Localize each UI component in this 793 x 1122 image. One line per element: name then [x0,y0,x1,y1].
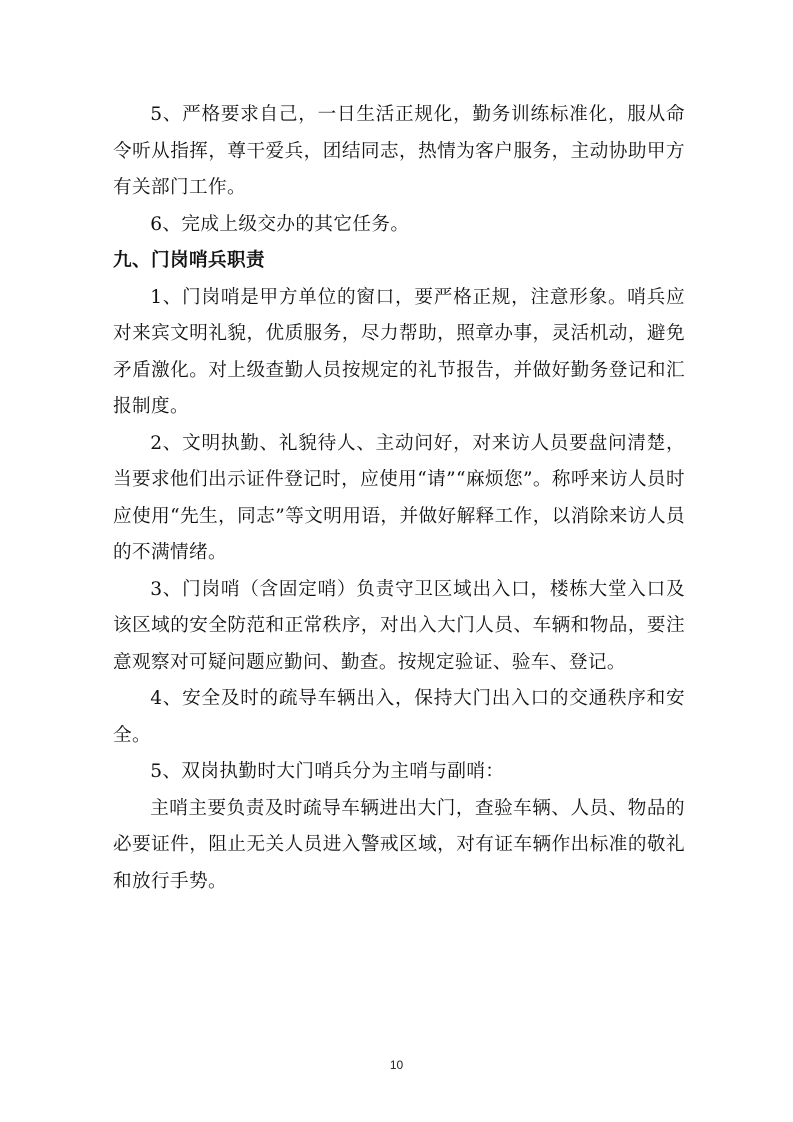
paragraph: 6、完成上级交办的其它任务。 [150,213,410,235]
paragraph: 1、门岗哨是甲方单位的窗口，要严格正规，注意形象。哨兵应对来宾文明礼貌，优质服务，尽力帮助，照章办事，灵活机动，避免矛盾激化。对上级查勤人员按规定的礼节报告，并做好勤务登记和汇报制度。 [113,286,685,417]
paragraph: 5、双岗执勤时大门哨兵分为主哨与副哨： [150,761,505,782]
paragraph: 4、安全及时的疏导车辆出入，保持大门出入口的交通秩序和安全。 [113,688,685,746]
paragraph: 2、文明执勤、礼貌待人、主动问好，对来访人员要盘问清楚，当要求他们出示证件登记时，应使用“请”“麻烦您”。称呼来访人员时应使用“先生，同志”等文明用语，并做好解释工作，以消除来访人员的不满情绪。 [113,432,685,563]
page-number: 10 [389,1058,404,1072]
paragraph: 5、严格要求自己，一日生活正规化，勤务训练标准化，服从命令听从指挥，尊干爱兵，团结同志，热情为客户服务，主动协助甲方有关部门工作。 [113,104,685,198]
document-body [113,97,685,900]
paragraph: 3、门岗哨（含固定哨）负责守卫区域出入口，楼栋大堂入口及该区域的安全防范和正常秩序，对出入大门人员、车辆和物品，要注意观察对可疑问题应勤问、勤查。按规定验证、验车、登记。 [113,578,685,673]
section-heading: 九、门岗哨兵职责 [113,250,265,271]
paragraph: 主哨主要负责及时疏导车辆进出大门，查验车辆、人员、物品的必要证件，阻止无关人员进入警戒区域，对有证车辆作出标准的敬礼和放行手势。 [113,797,685,892]
